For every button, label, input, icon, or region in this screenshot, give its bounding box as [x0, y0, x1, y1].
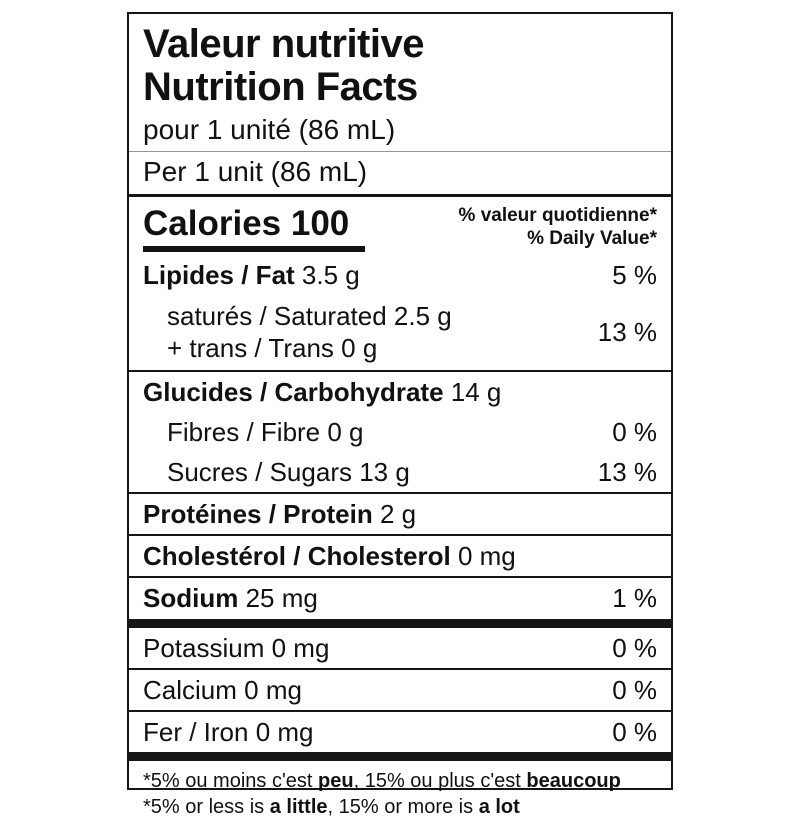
- text-regular: saturés / Saturated 2.5 g: [167, 301, 452, 332]
- daily-value: 13 %: [597, 456, 657, 487]
- nutrient-label: [143, 499, 416, 529]
- text-bold: peu: [318, 769, 354, 792]
- row-cholesterol: [129, 536, 671, 576]
- text-regular: , 15% or more is: [327, 795, 479, 818]
- text-bold: Lipides / Fat: [143, 260, 295, 291]
- calories-value: [143, 206, 365, 252]
- calories-amount: 100: [290, 204, 350, 244]
- nutrient-label: [143, 675, 302, 705]
- nutrient-label-line: [143, 583, 318, 613]
- serving-size-french: pour 1 unité (86 mL): [143, 114, 396, 146]
- nutrient-label: [143, 457, 410, 487]
- separator-thick: [129, 752, 671, 761]
- daily-value: 0 %: [612, 416, 657, 447]
- separator-thick: [129, 619, 671, 628]
- text-regular: , 15% ou plus c'est: [353, 769, 527, 792]
- daily-value: 0 %: [612, 716, 657, 747]
- row-sugars: [129, 452, 671, 492]
- text-bold: Sodium: [143, 583, 239, 614]
- serving-size-english: Per 1 unit (86 mL): [143, 155, 368, 187]
- text-regular: Potassium 0 mg: [143, 632, 330, 663]
- text-regular: *5% ou moins c'est: [143, 769, 319, 792]
- nutrient-label: [143, 583, 318, 613]
- nutrient-label-line: [167, 457, 410, 487]
- nutrient-label: [143, 541, 516, 571]
- nutrient-label: [143, 717, 314, 747]
- text-regular: 3.5 g: [294, 260, 360, 291]
- nutrition-facts-label: [127, 12, 673, 818]
- text-bold: a lot: [478, 795, 520, 818]
- nutrient-rows: [129, 255, 671, 761]
- text-regular: Fibres / Fibre 0 g: [167, 416, 364, 447]
- text-regular: *5% or less is: [143, 795, 270, 818]
- text-bold: Glucides / Carbohydrate: [143, 376, 444, 407]
- nutrient-label: [143, 260, 360, 290]
- text-regular: Calcium 0 mg: [143, 674, 302, 705]
- row-calcium: [129, 670, 671, 710]
- text-bold: a little: [269, 795, 328, 818]
- daily-value-header-french: % valeur quotidienne*: [458, 204, 657, 226]
- text-regular: Fer / Iron 0 mg: [143, 716, 314, 747]
- nutrient-label-line: [143, 717, 314, 747]
- title-english: Nutrition Facts: [143, 65, 418, 110]
- nutrient-label-line: [143, 499, 416, 529]
- row-protein: [129, 494, 671, 534]
- footnotes: [129, 761, 671, 820]
- text-regular: 25 mg: [238, 583, 318, 614]
- nutrient-label-line: [143, 377, 501, 407]
- text-bold: Protéines / Protein: [143, 499, 373, 530]
- footnote-fr: [143, 768, 657, 794]
- nutrient-label: [143, 417, 364, 447]
- daily-value: 5 %: [612, 260, 657, 291]
- nutrient-label-line: [143, 675, 302, 705]
- title-french: Valeur nutritive: [143, 22, 424, 66]
- row-saturated-trans: [129, 295, 671, 369]
- row-potassium: [129, 628, 671, 668]
- nutrient-label-line: [143, 541, 516, 571]
- daily-value: 0 %: [612, 674, 657, 705]
- text-regular: 14 g: [443, 376, 502, 407]
- daily-value: 13 %: [597, 317, 657, 348]
- row-fat: [129, 255, 671, 295]
- text-regular: 2 g: [372, 499, 417, 530]
- text-regular: Sucres / Sugars 13 g: [167, 456, 410, 487]
- text-regular: + trans / Trans 0 g: [167, 333, 378, 364]
- daily-value: 1 %: [612, 583, 657, 614]
- daily-value: 0 %: [612, 632, 657, 663]
- footnote-en: [143, 794, 657, 820]
- daily-value-header-english: % Daily Value*: [527, 227, 657, 249]
- nutrient-label-line: [167, 332, 452, 364]
- nutrient-label: [143, 300, 452, 364]
- nutrient-label: [143, 633, 329, 663]
- nutrient-label-line: [143, 633, 329, 663]
- row-iron: [129, 712, 671, 752]
- nutrient-label-line: [167, 417, 364, 447]
- daily-value-header: [459, 204, 657, 252]
- calories-label: Calories: [143, 204, 282, 244]
- row-carbohydrate: [129, 372, 671, 412]
- text-bold: Cholestérol / Cholesterol: [143, 541, 451, 572]
- row-sodium: [129, 578, 671, 618]
- nutrient-label: [143, 377, 501, 407]
- text-regular: 0 mg: [450, 541, 516, 572]
- nutrient-label-line: [167, 300, 452, 332]
- calories-row: [129, 197, 671, 255]
- nutrient-label-line: [143, 260, 360, 290]
- row-fibre: [129, 412, 671, 452]
- text-bold: beaucoup: [526, 769, 621, 792]
- label-titles: [129, 14, 671, 109]
